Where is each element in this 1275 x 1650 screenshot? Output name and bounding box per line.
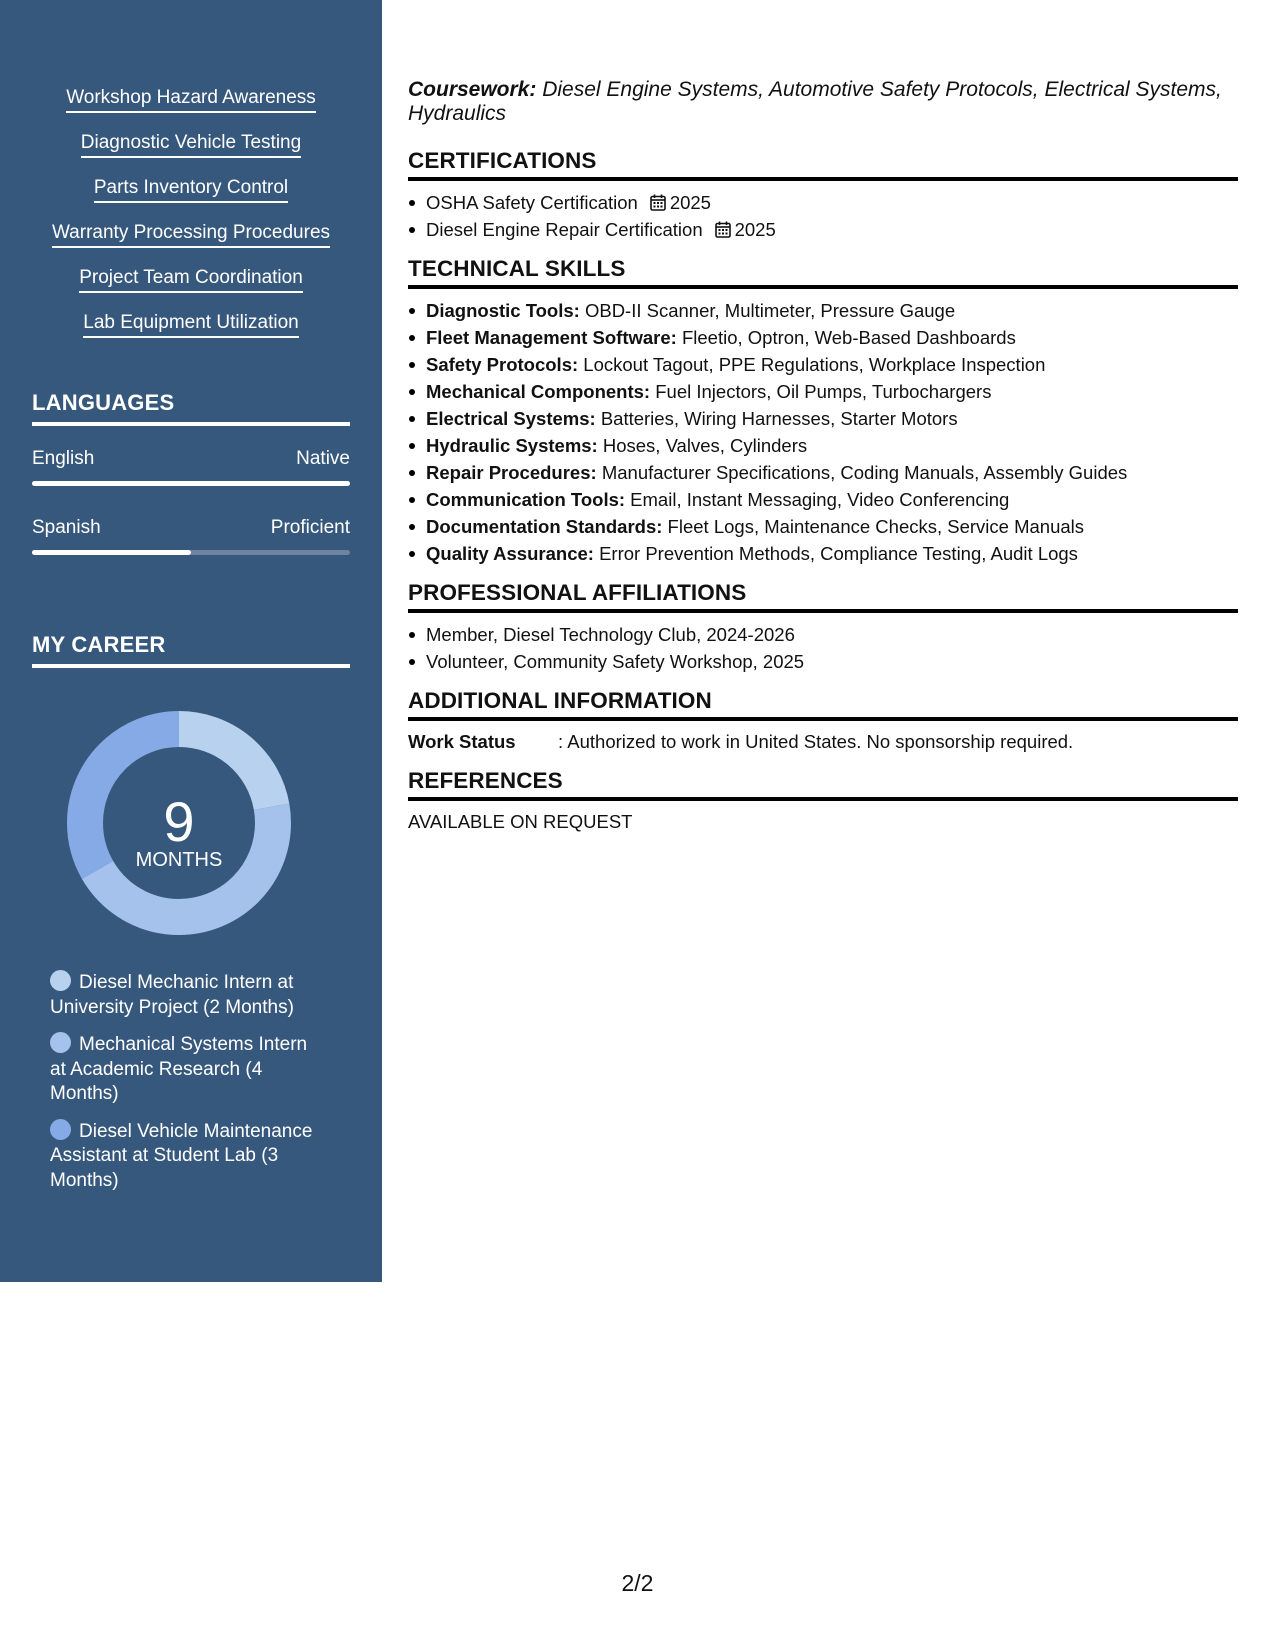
- skill-label: Repair Procedures:: [426, 462, 597, 483]
- skill-value: Fleet Logs, Maintenance Checks, Service Manuals: [662, 516, 1085, 537]
- section-title: ADDITIONAL INFORMATION: [408, 688, 1238, 721]
- technical-skill-item: [408, 459, 1238, 486]
- work-status-row: [408, 729, 1238, 755]
- skill-item: Warranty Processing Procedures: [52, 221, 330, 248]
- technical-skill-item: [408, 405, 1238, 432]
- affiliation-item: Volunteer, Community Safety Workshop, 2025: [408, 648, 1238, 675]
- languages-heading: LANGUAGES: [32, 390, 350, 426]
- main-content: [408, 78, 1238, 848]
- skills-list: [0, 86, 382, 356]
- technical-skill-item: [408, 378, 1238, 405]
- career-item-text: Diesel Vehicle Maintenance Assistant at Student Lab (3 Months): [50, 1120, 313, 1191]
- skill-label: Documentation Standards:: [426, 516, 663, 537]
- technical-skill-item: [408, 324, 1238, 351]
- skill-label: Communication Tools:: [426, 489, 626, 510]
- skill-value: Email, Instant Messaging, Video Conferencing: [625, 489, 1010, 510]
- language-name: Spanish: [32, 517, 101, 538]
- section-title: TECHNICAL SKILLS: [408, 256, 1238, 289]
- skill-item: Project Team Coordination: [79, 266, 303, 293]
- certification-name: Diesel Engine Repair Certification: [426, 219, 703, 240]
- career-total-unit: MONTHS: [135, 849, 223, 871]
- skill-label: Hydraulic Systems:: [426, 435, 598, 456]
- language-name: English: [32, 448, 95, 469]
- skill-item: Workshop Hazard Awareness: [66, 86, 316, 113]
- career-dot: [50, 1032, 71, 1053]
- technical-skills-section: [408, 256, 1238, 567]
- technical-skill-item: [408, 513, 1238, 540]
- language-bar-fill: [32, 550, 191, 555]
- section-title: PROFESSIONAL AFFILIATIONS: [408, 580, 1238, 613]
- technical-skill-item: [408, 351, 1238, 378]
- skill-value: Fleetio, Optron, Web-Based Dashboards: [676, 327, 1016, 348]
- certification-year: 2025: [669, 192, 711, 213]
- skill-value: OBD-II Scanner, Multimeter, Pressure Gauge: [579, 300, 956, 321]
- career-dot: [50, 970, 71, 991]
- affiliation-item: Member, Diesel Technology Club, 2024-2026: [408, 621, 1238, 648]
- language-bar-fill: [32, 481, 350, 486]
- work-status-value: : Authorized to work in United States. No sponsorship required.: [558, 731, 1074, 752]
- skill-item: Diagnostic Vehicle Testing: [81, 131, 301, 158]
- technical-skill-item: [408, 432, 1238, 459]
- certification-year: 2025: [734, 219, 776, 240]
- technical-skill-item: [408, 540, 1238, 567]
- skill-label: Fleet Management Software:: [426, 327, 677, 348]
- career-legend: [50, 970, 320, 1205]
- page-number: 2/2: [621, 1570, 654, 1596]
- skill-value: Batteries, Wiring Harnesses, Starter Motors: [595, 408, 958, 429]
- calendar-icon: [650, 194, 666, 211]
- career-item: [50, 970, 320, 1020]
- coursework-text: Diesel Engine Systems, Automotive Safety Protocols, Electrical Systems, Hydraulics: [408, 78, 1222, 125]
- skill-value: Hoses, Valves, Cylinders: [597, 435, 808, 456]
- skill-label: Safety Protocols:: [426, 354, 579, 375]
- references-text: AVAILABLE ON REQUEST: [408, 811, 633, 832]
- skill-label: Electrical Systems:: [426, 408, 596, 429]
- skill-label: Quality Assurance:: [426, 543, 594, 564]
- language-level: Native: [296, 448, 350, 469]
- career-donut-chart: [66, 710, 292, 936]
- coursework-label: Coursework:: [408, 78, 537, 101]
- career-heading: MY CAREER: [32, 632, 350, 668]
- section-title: CERTIFICATIONS: [408, 148, 1238, 181]
- certification-item: [408, 216, 1238, 243]
- skill-value: Manufacturer Specifications, Coding Manuals, Assembly Guides: [596, 462, 1128, 483]
- skill-item: Parts Inventory Control: [94, 176, 288, 203]
- career-item: [50, 1119, 320, 1194]
- certification-item: [408, 189, 1238, 216]
- skill-value: Lockout Tagout, PPE Regulations, Workplace Inspection: [578, 354, 1046, 375]
- skill-label: Diagnostic Tools:: [426, 300, 580, 321]
- sidebar: [0, 0, 382, 1282]
- skill-item: Lab Equipment Utilization: [83, 311, 298, 338]
- affiliations-section: [408, 580, 1238, 675]
- technical-skill-item: [408, 297, 1238, 324]
- calendar-icon: [715, 221, 731, 238]
- language-english: [32, 447, 350, 486]
- career-item-text: Mechanical Systems Intern at Academic Research (4 Months): [50, 1034, 308, 1104]
- language-bar: [32, 481, 350, 486]
- references-section: [408, 768, 1238, 835]
- career-item: [50, 1032, 320, 1107]
- skill-value: Fuel Injectors, Oil Pumps, Turbochargers: [650, 381, 992, 402]
- skill-label: Mechanical Components:: [426, 381, 651, 402]
- career-item-text: Diesel Mechanic Intern at University Project (2 Months): [50, 972, 294, 1018]
- skill-value: Error Prevention Methods, Compliance Testing, Audit Logs: [593, 543, 1078, 564]
- coursework: [408, 78, 1238, 126]
- certification-name: OSHA Safety Certification: [426, 192, 638, 213]
- work-status-label: Work Status: [408, 731, 516, 752]
- additional-info-section: [408, 688, 1238, 755]
- technical-skill-item: [408, 486, 1238, 513]
- certifications-section: [408, 148, 1238, 243]
- language-bar: [32, 550, 350, 555]
- career-total-number: 9: [163, 790, 195, 853]
- section-title: REFERENCES: [408, 768, 1238, 801]
- career-dot: [50, 1119, 71, 1140]
- language-level: Proficient: [270, 517, 350, 538]
- language-spanish: [32, 516, 350, 555]
